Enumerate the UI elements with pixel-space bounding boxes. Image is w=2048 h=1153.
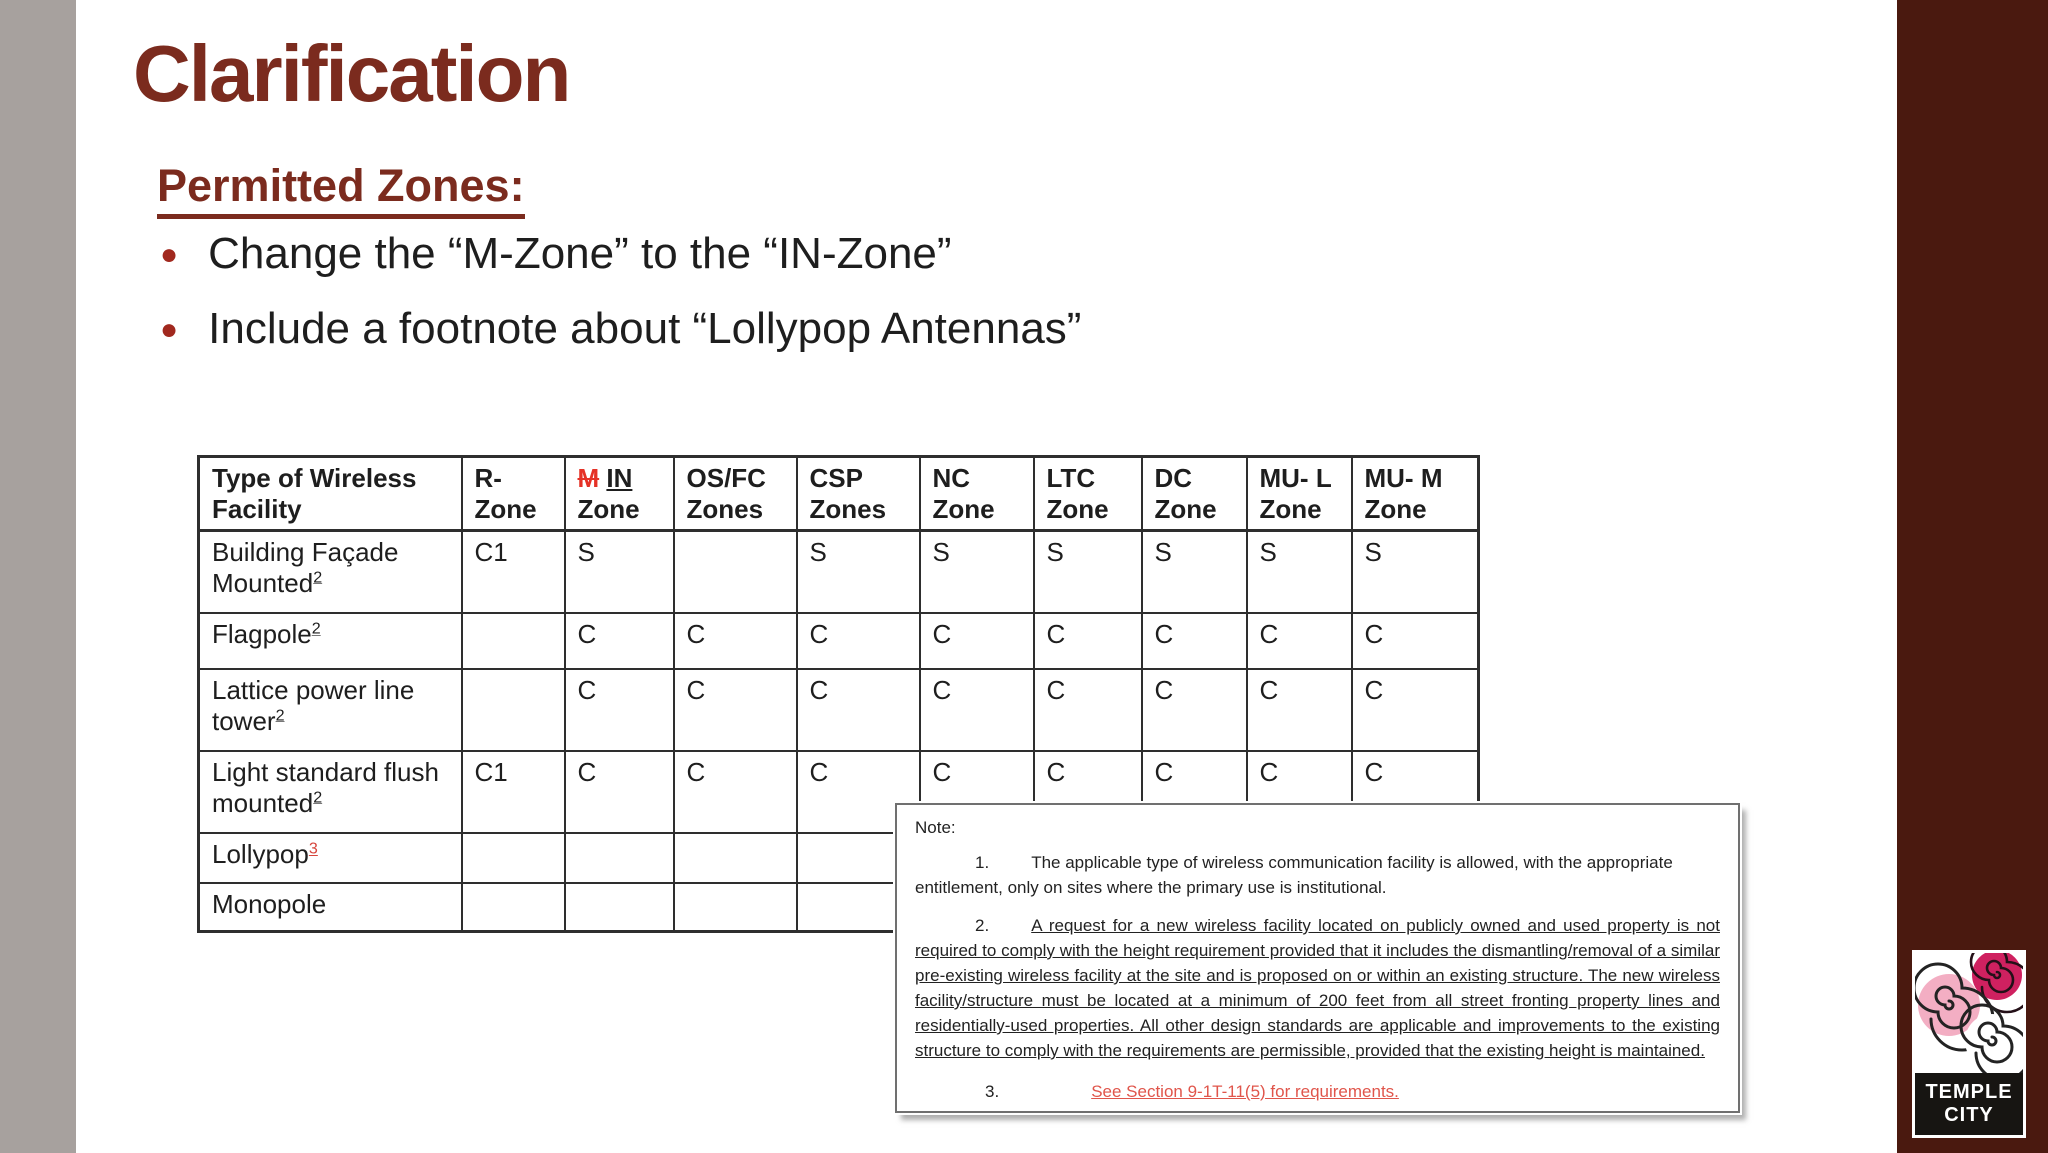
footnote-title: Note: [915, 818, 956, 837]
footnote-reference: 2 [311, 619, 321, 638]
footnote-item [915, 850, 1720, 900]
zone-cell: C [565, 613, 674, 669]
bullet-dot-icon: ● [160, 238, 179, 271]
zone-cell [462, 613, 565, 669]
zone-cell: C [1034, 613, 1142, 669]
zone-cell: C [1352, 613, 1479, 669]
bullet-item [160, 303, 1081, 360]
row-label-cell: Lattice power line tower$^2$ [199, 669, 462, 751]
zones-table-col-header: MU- L Zone [1247, 457, 1352, 531]
zone-cell: C [1247, 751, 1352, 833]
zone-cell: C [1247, 613, 1352, 669]
zone-cell: C [1142, 751, 1247, 833]
zone-cell: C [674, 613, 797, 669]
footnote-number: 2. [975, 916, 990, 935]
zone-cell: C [920, 613, 1034, 669]
zone-cell: S [1142, 531, 1247, 614]
bullet-item [160, 228, 1081, 285]
camellia-flowers-icon [1915, 953, 2023, 1073]
zone-cell: C [674, 751, 797, 833]
footnote-text: A request for a new wireless facility located on publicly owned and used property is not required to comply with the height requirement provided that it includes the dismantling/removal of a similar pre-existing wireless facility at the site and is proposed on or within an existing structure. The new wireless facility/structure must be located at a minimum of 200 feet from all street fronting property lines and residentially-used properties. All other design standards are applicable and improvements to the existing structure to comply with the requirements are permissible, provided that the existing height is maintained. [915, 916, 1720, 1060]
footnote-box [895, 803, 1740, 1113]
zones-table-corner-header: Type of Wireless Facility [199, 457, 462, 531]
row-label-cell: Flagpole$^2$ [199, 613, 462, 669]
zone-cell [565, 883, 674, 932]
left-gray-strip [0, 0, 76, 1153]
footnote-reference: 2 [313, 568, 323, 587]
row-label-cell: Lollypop$^3$ [199, 833, 462, 883]
bullet-list [160, 228, 1081, 378]
footnote-reference: 3 [308, 839, 318, 858]
bullet-dot-icon: ● [160, 313, 179, 346]
zone-cell: C [797, 751, 920, 833]
row-label-cell: Light standard flush mounted$^2$ [199, 751, 462, 833]
zone-cell: S [920, 531, 1034, 614]
footnote-text: See Section 9-1T-11(5) for requirements. [1091, 1082, 1399, 1101]
zone-cell: C [1352, 669, 1479, 751]
temple-city-logo [1912, 950, 2026, 1138]
zone-cell: C [797, 613, 920, 669]
zones-table-col-header: MU- M Zone [1352, 457, 1479, 531]
zone-cell [674, 883, 797, 932]
row-label-cell: Building Façade Mounted$^2$ [199, 531, 462, 614]
zone-cell: C [1034, 669, 1142, 751]
zone-cell: C [1034, 751, 1142, 833]
zones-table-col-header: CSP Zones [797, 457, 920, 531]
zone-cell: C [1142, 669, 1247, 751]
zone-cell: C [1142, 613, 1247, 669]
zone-cell: S [1352, 531, 1479, 614]
footnote-items [915, 850, 1720, 1104]
logo-wordmark-line2: CITY [1944, 1104, 1994, 1126]
zones-table-col-header: LTC Zone [1034, 457, 1142, 531]
zones-table-col-header: DC Zone [1142, 457, 1247, 531]
zone-cell [674, 531, 797, 614]
zone-cell [674, 833, 797, 883]
zone-cell [462, 833, 565, 883]
permitted-zones-heading: Permitted Zones: [157, 160, 525, 219]
footnote-reference: 2 [275, 706, 285, 725]
row-label-cell: Monopole [199, 883, 462, 932]
zones-table-header-row [199, 457, 1479, 531]
footnote-number: 1. [975, 853, 990, 872]
zone-cell: S [1247, 531, 1352, 614]
zone-cell: C [565, 751, 674, 833]
zone-cell: C [797, 669, 920, 751]
table-row [199, 613, 1479, 669]
footnote-item [915, 1079, 1720, 1104]
zone-cell: S [1034, 531, 1142, 614]
zone-cell: S [565, 531, 674, 614]
zones-table-col-header: R- Zone [462, 457, 565, 531]
zone-cell: C [920, 751, 1034, 833]
zone-cell: C1 [462, 751, 565, 833]
zone-cell [462, 883, 565, 932]
zone-cell: C [674, 669, 797, 751]
bullet-text: Include a footnote about “Lollypop Antennas” [208, 304, 1082, 353]
zone-cell [462, 669, 565, 751]
zone-cell: C [1352, 751, 1479, 833]
zones-table-col-header: NC Zone [920, 457, 1034, 531]
bullet-text: Change the “M-Zone” to the “IN-Zone” [208, 229, 952, 278]
zone-cell: S [797, 531, 920, 614]
footnote-item [915, 913, 1720, 1063]
zone-cell: C [920, 669, 1034, 751]
page-title: Clarification [133, 29, 570, 118]
logo-wordmark [1915, 1073, 2023, 1135]
zone-cell: C [565, 669, 674, 751]
zones-table-col-header: M IN Zone [565, 457, 674, 531]
zone-cell: C [1247, 669, 1352, 751]
footnote-text: The applicable type of wireless communication facility is allowed, with the appropriate entitlement, only on sites where the primary use is institutional. [915, 853, 1673, 897]
table-row [199, 531, 1479, 614]
zones-table-col-header: OS/FC Zones [674, 457, 797, 531]
footnote-number: 3. [985, 1082, 1000, 1101]
logo-wordmark-line1: TEMPLE [1925, 1081, 2013, 1103]
zone-cell [565, 833, 674, 883]
zone-cell: C1 [462, 531, 565, 614]
table-row [199, 669, 1479, 751]
footnote-reference: 2 [313, 788, 323, 807]
